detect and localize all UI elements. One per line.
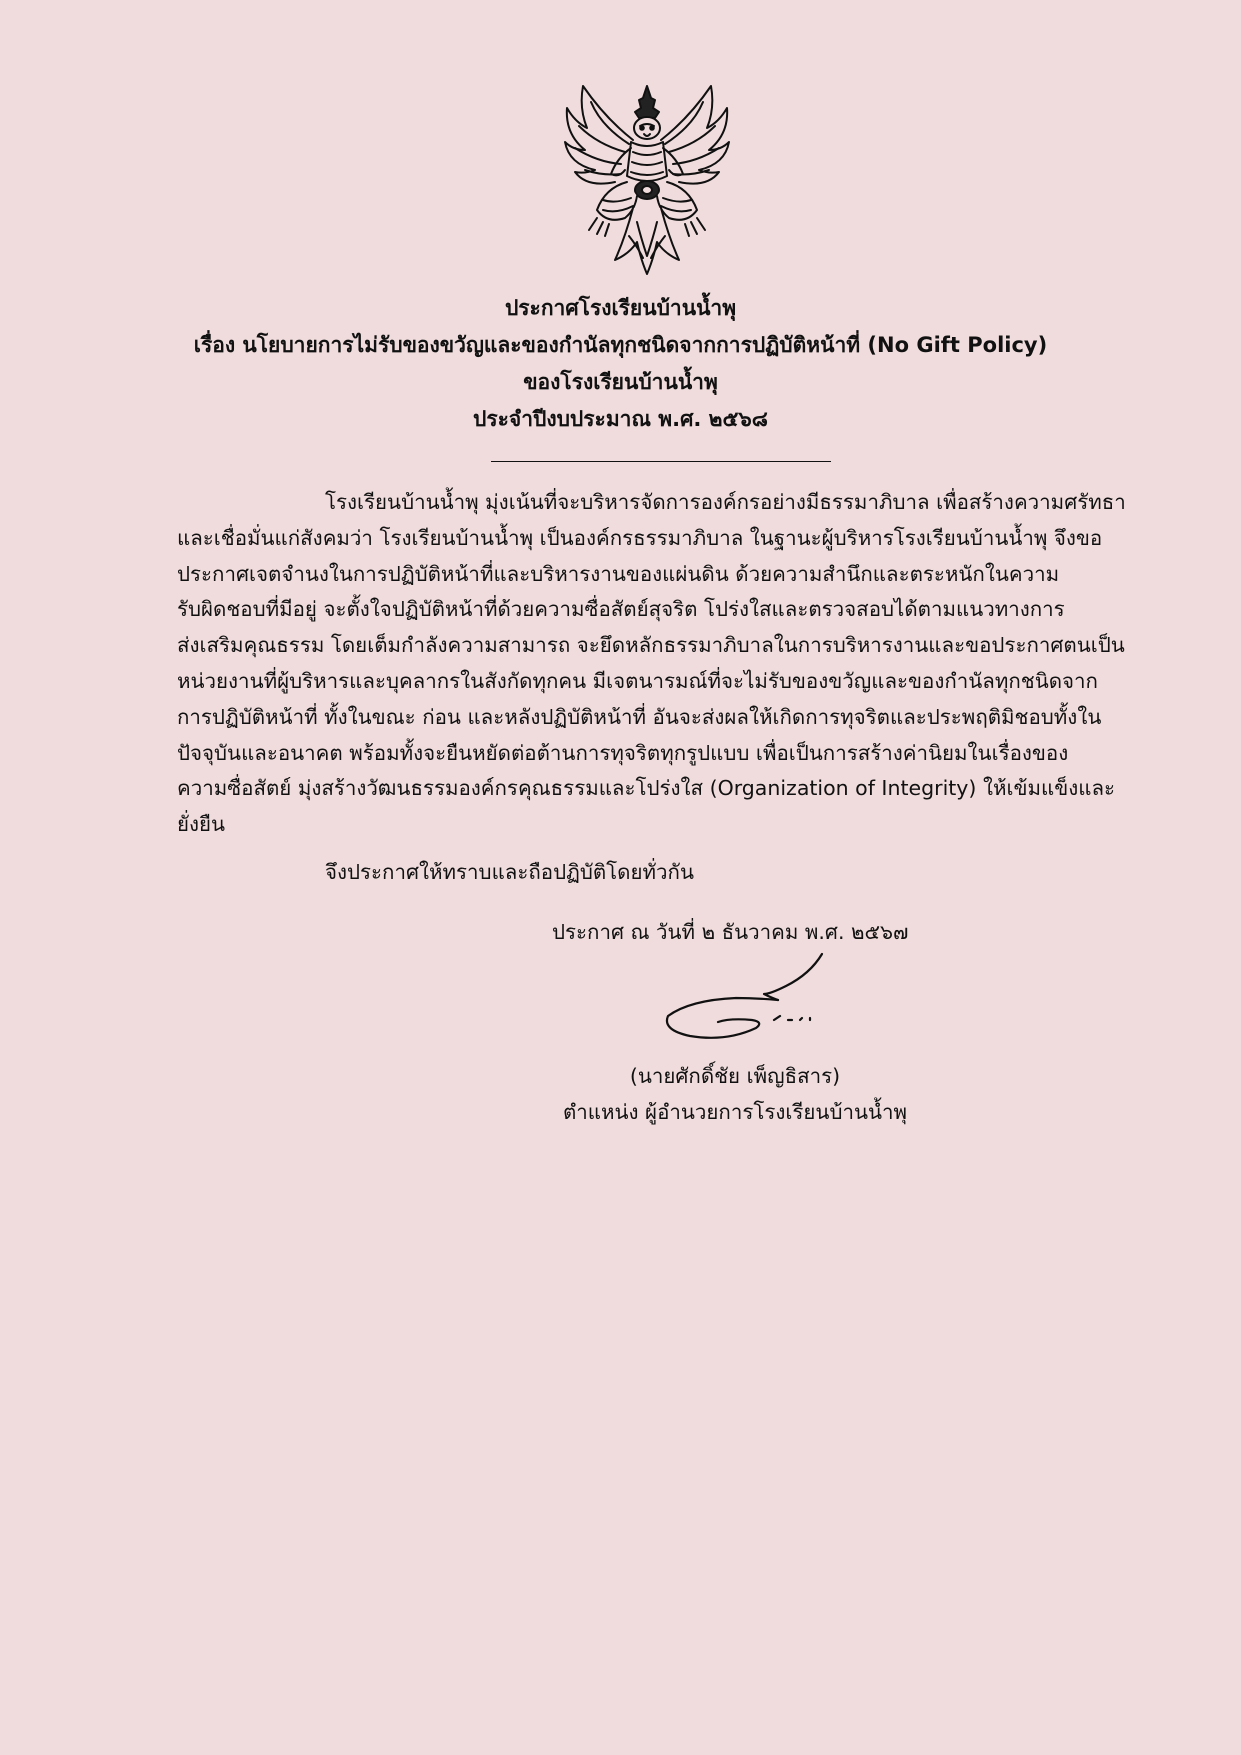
announcement-body: [177, 485, 1126, 843]
closing-statement: จึงประกาศให้ทราบและถือปฏิบัติโดยทั่วกัน: [325, 860, 694, 884]
title-divider: [491, 461, 831, 462]
title-line-school: ของโรงเรียนบ้านน้ำพุ: [523, 370, 718, 394]
body-line: ส่งเสริมคุณธรรม โดยเต็มกำลังความสามารถ จะยึดหลักธรรมาภิบาลในการบริหารงานและขอประกาศตนเป็น: [177, 633, 1125, 658]
garuda-emblem-icon: [545, 78, 750, 278]
announcement-date: ประกาศ ณ วันที่ ๒ ธันวาคม พ.ศ. ๒๕๖๗: [552, 920, 909, 944]
body-line: ความซื่อสัตย์ มุ่งสร้างวัฒนธรรมองค์กรคุณธรรมและโปร่งใส (Organization of Integrity) ให้เข้มแข็งและ: [177, 776, 1116, 801]
signer-name: (นายศักดิ์ชัย เพ็ญธิสาร): [629, 1064, 841, 1088]
body-line: และเชื่อมั่นแก่สังคมว่า โรงเรียนบ้านน้ำพุ เป็นองค์กรธรรมาภิบาล ในฐานะผู้บริหารโรงเรียนบ้านน้ำพุ จึงขอ: [177, 525, 1103, 550]
body-line: โรงเรียนบ้านน้ำพุ มุ่งเน้นที่จะบริหารจัดการองค์กรอย่างมีธรรมาภิบาล เพื่อสร้างความศรัทธา: [325, 490, 1126, 514]
announcement-title: [0, 290, 1241, 438]
title-line-org: ประกาศโรงเรียนบ้านน้ำพุ: [504, 296, 737, 320]
body-line: รับผิดชอบที่มีอยู่ จะตั้งใจปฏิบัติหน้าที่ด้วยความซื่อสัตย์สุจริต โปร่งใสและตรวจสอบได้ตามแนวทางการ: [177, 597, 1065, 622]
signer-position: ตำแหน่ง ผู้อำนวยการโรงเรียนบ้านน้ำพุ: [562, 1100, 908, 1124]
signature-icon: [660, 950, 830, 1045]
title-line-subject: เรื่อง นโยบายการไม่รับของขวัญและของกำนัลทุกชนิดจากการปฏิบัติหน้าที่ (No Gift Policy): [193, 333, 1048, 357]
body-line: ยั่งยืน: [177, 812, 226, 837]
body-line: ปัจจุบันและอนาคต พร้อมทั้งจะยืนหยัดต่อต้านการทุจริตทุกรูปแบบ เพื่อเป็นการสร้างค่านิยมในเรื่องของ: [177, 740, 1069, 765]
body-line: หน่วยงานที่ผู้บริหารและบุคลากรในสังกัดทุกคน มีเจตนารมณ์ที่จะไม่รับของขวัญและของกำนัลทุกชนิดจาก: [177, 668, 1098, 693]
title-line-fiscal-year: ประจำปีงบประมาณ พ.ศ. ๒๕๖๘: [473, 407, 768, 431]
body-line: ประกาศเจตจำนงในการปฏิบัติหน้าที่และบริหารงานของแผ่นดิน ด้วยความสำนึกและตระหนักในความ: [177, 561, 1060, 586]
body-line: การปฏิบัติหน้าที่ ทั้งในขณะ ก่อน และหลังปฏิบัติหน้าที่ อันจะส่งผลให้เกิดการทุจริตและประพฤติมิชอบทั้งใน: [177, 704, 1102, 729]
